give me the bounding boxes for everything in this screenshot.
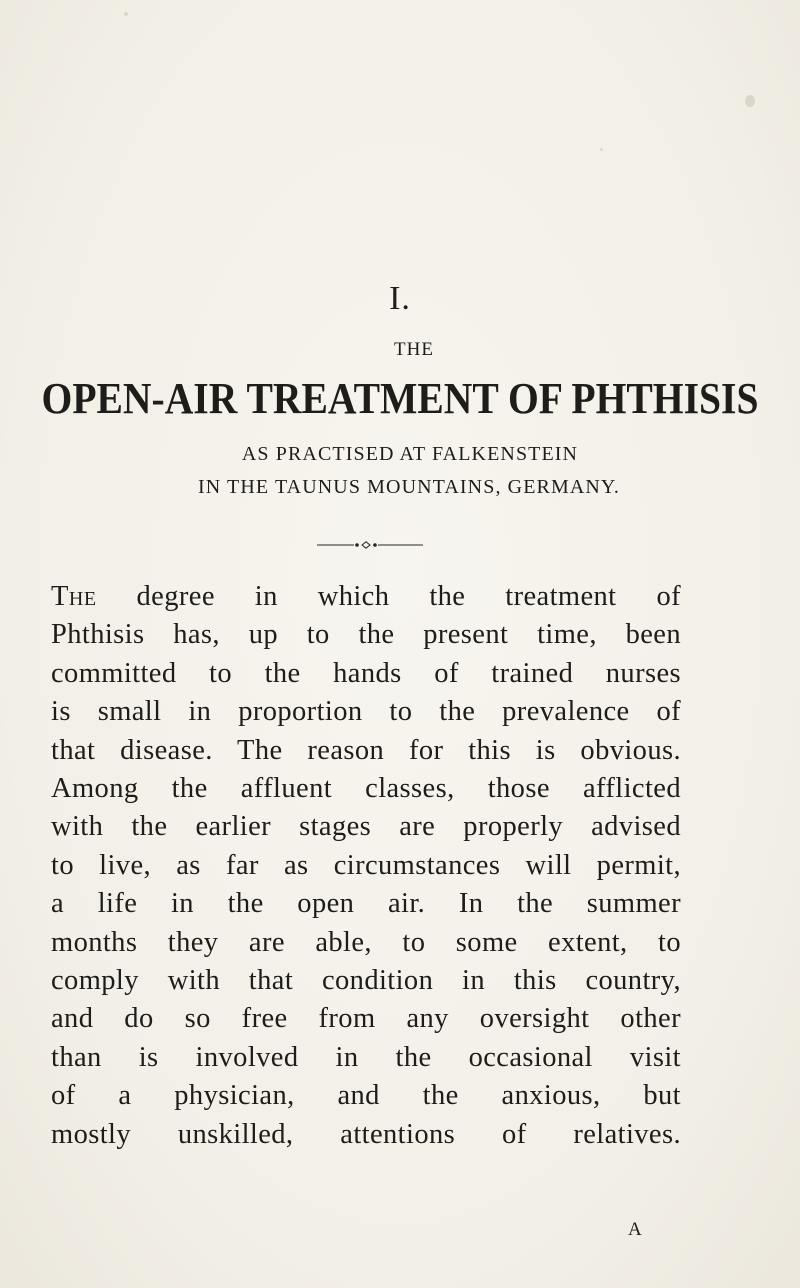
ornament-divider-icon (317, 541, 423, 549)
body-line: than is involved in the occasional visit (51, 1041, 681, 1073)
body-line: and do so free from any oversight other (51, 1003, 681, 1035)
body-line: Phthisis has, up to the present time, been (51, 619, 681, 651)
body-line: comply with that condition in this country, (51, 965, 681, 997)
paper-speck (745, 95, 755, 107)
body-line: to live, as far as circumstances will permit, (51, 849, 681, 881)
main-title: OPEN-AIR TREATMENT OF PHTHISIS (41, 374, 759, 423)
body-paragraph (51, 578, 681, 1154)
body-line: a life in the open air. In the summer (51, 888, 681, 920)
chapter-number: I. (389, 280, 411, 317)
subtitle-line-2: IN THE TAUNUS MOUNTAINS, GERMANY. (197, 476, 620, 498)
body-line: is small in proportion to the prevalence of (51, 696, 681, 728)
body-line: mostly unskilled, attentions of relatives. (51, 1118, 681, 1150)
body-line: Among the affluent classes, those afflicted (51, 773, 681, 805)
subtitle-line-1: AS PRACTISED AT FALKENSTEIN (241, 443, 579, 465)
body-line (51, 578, 681, 616)
paper-speck (124, 12, 128, 16)
body-line: with the earlier stages are properly advised (51, 811, 681, 843)
body-line: of a physician, and the anxious, but (51, 1080, 681, 1112)
body-line: committed to the hands of trained nurses (51, 657, 681, 689)
body-line: months they are able, to some extent, to (51, 926, 681, 958)
paper-speck (600, 148, 603, 151)
drop-word: The (51, 581, 97, 612)
body-line: that disease. The reason for this is obvious. (51, 734, 681, 766)
first-line-text: degree in which the treatment of (96, 581, 681, 612)
signature-mark: A (628, 1219, 642, 1240)
title-article: THE (394, 339, 434, 360)
